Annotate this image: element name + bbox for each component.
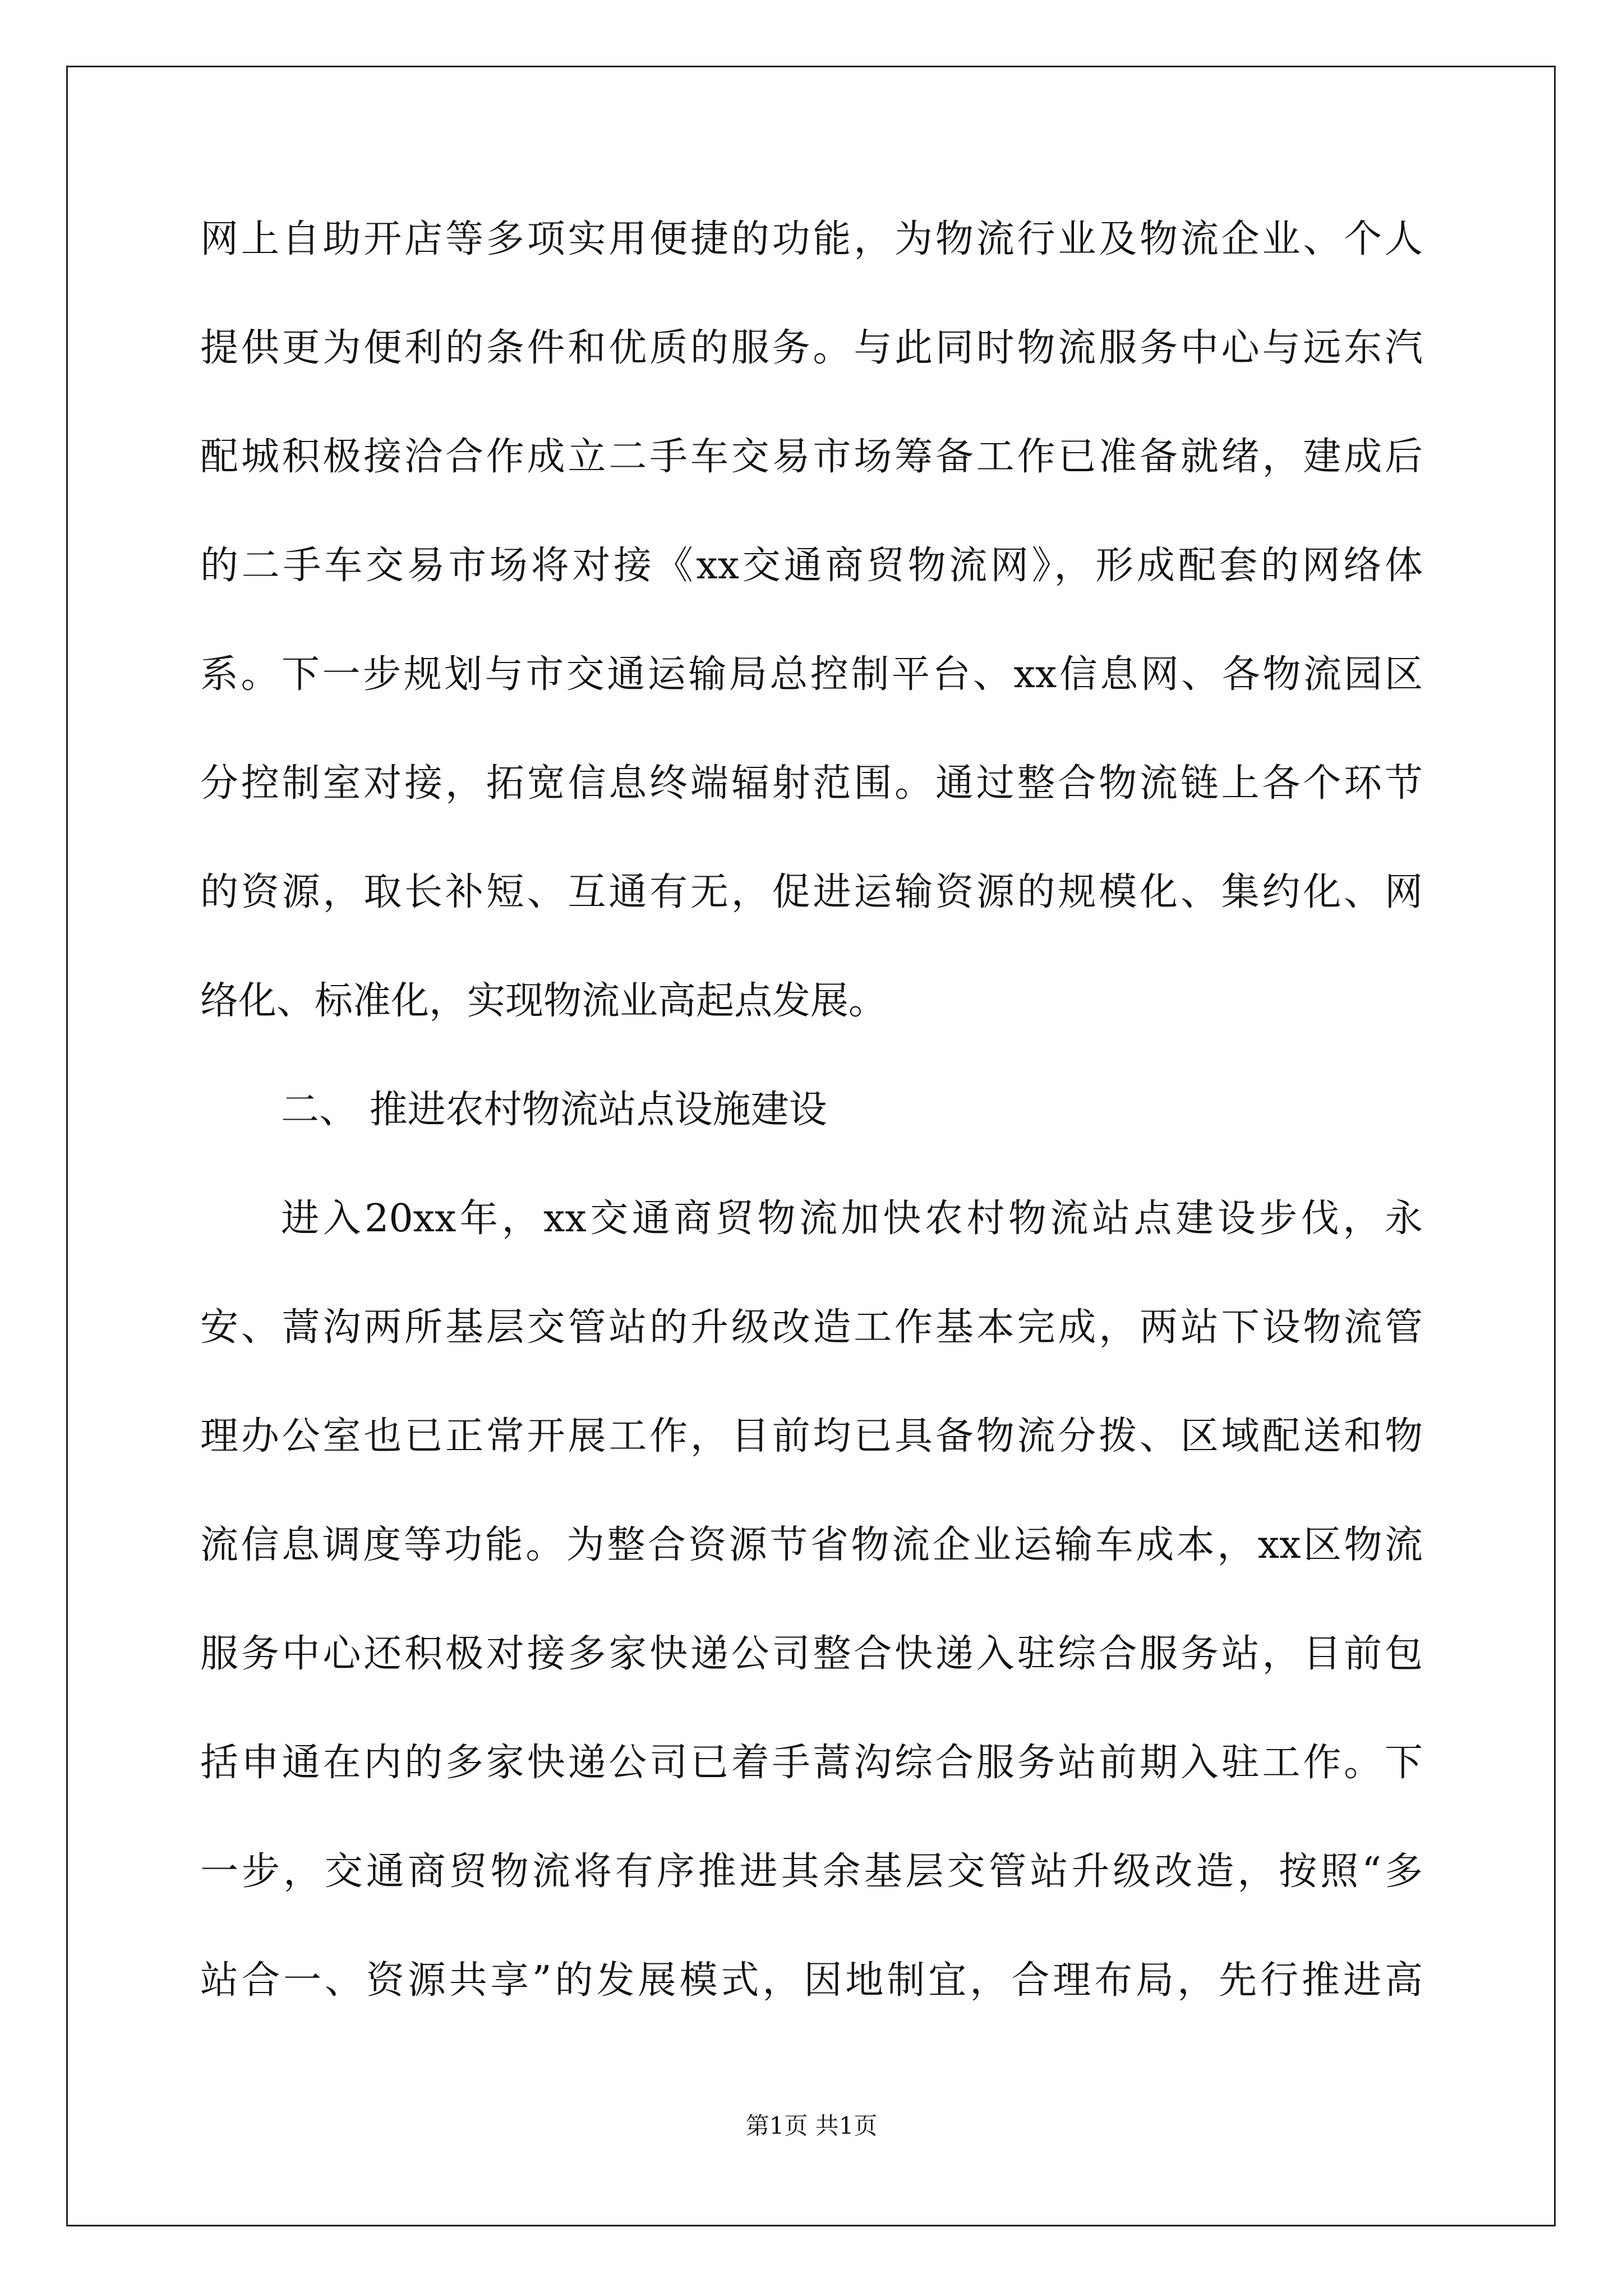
body-line: 站合一、资源共享”的发展模式，因地制宜，合理布局，先行推进高 — [200, 1958, 1423, 2003]
body-line: 的二手车交易市场将对接《xx交通商贸物流网》，形成配套的网络体 — [200, 544, 1423, 588]
body-line: 分控制室对接，拓宽信息终端辐射范围。通过整合物流链上各个环节 — [200, 761, 1423, 806]
document-body — [200, 185, 1423, 2035]
body-line: 流信息调度等功能。为整合资源节省物流企业运输车成本，xx区物流 — [200, 1523, 1423, 1567]
body-line: 网上自助开店等多项实用便捷的功能，为物流行业及物流企业、个人 — [200, 217, 1423, 261]
body-line: 安、蒿沟两所基层交管站的升级改造工作基本完成，两站下设物流管 — [200, 1305, 1423, 1350]
body-line: 服务中心还积极对接多家快递公司整合快递入驻综合服务站，目前包 — [200, 1632, 1423, 1676]
body-line: 系。下一步规划与市交通运输局总控制平台、xx信息网、各物流园区 — [200, 652, 1423, 697]
body-line: 括申通在内的多家快递公司已着手蒿沟综合服务站前期入驻工作。下 — [200, 1741, 1423, 1785]
body-line: 配城积极接洽合作成立二手车交易市场筹备工作已准备就绪，建成后 — [200, 435, 1423, 479]
body-line: 一步，交通商贸物流将有序推进其余基层交管站升级改造，按照“多 — [200, 1849, 1423, 1894]
body-line: 提供更为便利的条件和优质的服务。与此同时物流服务中心与远东汽 — [200, 326, 1423, 370]
body-line: 的资源，取长补短、互通有无，促进运输资源的规模化、集约化、网 — [200, 870, 1423, 914]
body-line: 络化、标准化，实现物流业高起点发展。 — [200, 979, 887, 1023]
page-footer: 第1页 共1页 — [745, 2112, 878, 2139]
section-heading: 二、 推进农村物流站点设施建设 — [281, 1088, 827, 1132]
body-line: 进入20xx年，xx交通商贸物流加快农村物流站点建设步伐，永 — [281, 1197, 1423, 1241]
body-line: 理办公室也已正常开展工作，目前均已具备物流分拨、区域配送和物 — [200, 1414, 1423, 1458]
